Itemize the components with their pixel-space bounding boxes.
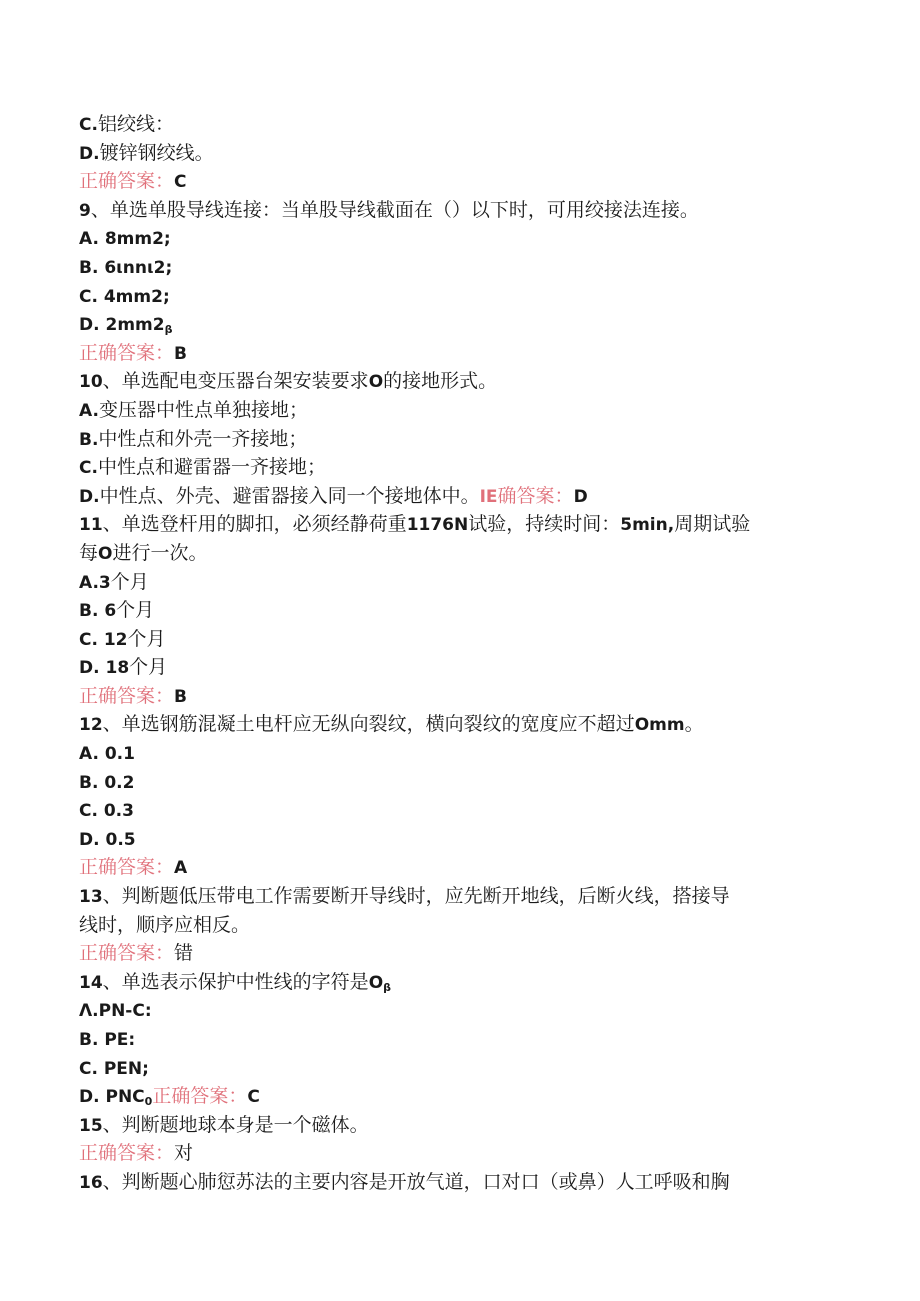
question-text: 的接地形式。	[383, 370, 498, 393]
answer-value: 对	[174, 1142, 194, 1165]
question-text: 。	[684, 713, 704, 736]
option-line	[79, 453, 839, 482]
question-line	[79, 1168, 839, 1197]
option-line	[79, 253, 839, 282]
option-label: C.	[79, 115, 98, 135]
question-text: 、判断题心肺愆苏法的主要内容是开放气道，口对口（或鼻）人工呼吸和胸	[102, 1170, 730, 1193]
option-line	[79, 625, 839, 654]
question-list	[79, 110, 839, 1197]
subscript-mark: β	[383, 980, 392, 994]
question-number: 9	[79, 200, 91, 221]
answer-value: C	[174, 172, 187, 193]
option-line	[79, 310, 839, 339]
option-text: 中性点和外壳一齐接地；	[98, 427, 308, 450]
option-text: 中性点、外壳、避雷器接入同一个接地体中。	[99, 484, 480, 507]
answer-line	[79, 939, 839, 968]
answer-label: 正确答案：	[79, 942, 175, 965]
option-label: A.3	[79, 572, 111, 593]
answer-prefix: IE	[479, 486, 498, 507]
option-label: A.	[79, 400, 99, 421]
option-label: A. 8mm2;	[79, 229, 171, 250]
question-blank: O	[98, 543, 113, 564]
question-number: 15	[79, 1115, 103, 1136]
question-value: 5min,	[620, 515, 675, 536]
option-text: 变压器中性点单独接地；	[98, 398, 308, 421]
option-line	[79, 996, 839, 1025]
answer-label: 正确答案：	[79, 170, 175, 193]
answer-label: 正确答案：	[152, 1085, 248, 1108]
question-line	[79, 510, 839, 539]
answer-label: 正确答案：	[79, 684, 175, 707]
option-label: D. 0.5	[79, 829, 136, 850]
option-label: B.	[79, 429, 99, 450]
option-text: 个月	[110, 570, 149, 593]
question-line	[79, 882, 839, 911]
answer-line	[79, 167, 839, 196]
option-text: 镀锌钢绞线。	[99, 141, 214, 164]
option-label: D. 2mm2	[79, 315, 165, 336]
option-line	[79, 282, 839, 311]
question-number: 12	[79, 715, 103, 736]
answer-value: 错	[174, 942, 194, 965]
option-line	[79, 653, 839, 682]
answer-line	[79, 853, 839, 882]
option-label: C. PEN;	[79, 1058, 149, 1079]
option-label: B. 6	[79, 601, 117, 622]
answer-line	[79, 682, 839, 711]
question-text: 每	[79, 541, 99, 564]
option-line	[79, 768, 839, 797]
question-value: 1176N	[406, 515, 469, 536]
option-line	[79, 739, 839, 768]
option-line	[79, 139, 839, 168]
question-text: 、判断题低压带电工作需要断开导线时，应先断开地线，后断火线，搭接导	[102, 885, 730, 908]
answer-value: B	[174, 686, 187, 707]
option-text: 个月	[116, 599, 155, 622]
question-line-continued	[79, 539, 839, 568]
question-number: 11	[79, 515, 103, 536]
option-label: B. PE:	[79, 1030, 136, 1050]
option-text: 中性点和避雷器一齐接地；	[97, 456, 326, 479]
question-line	[79, 710, 839, 739]
option-text: 铝绞线：	[97, 113, 174, 135]
question-blank: Omm	[634, 715, 685, 736]
option-line	[79, 1082, 839, 1111]
question-number: 14	[79, 972, 103, 993]
option-line	[79, 796, 839, 825]
option-label: D.	[79, 486, 100, 507]
subscript-mark: 0	[144, 1095, 153, 1109]
question-blank: O	[368, 372, 384, 393]
question-text: 线时，顺序应相反。	[79, 913, 251, 936]
option-line	[79, 596, 839, 625]
question-line-continued	[79, 911, 839, 940]
question-text: 、单选表示保护中性线的字符是	[102, 970, 369, 993]
answer-label: 确答案：	[497, 484, 574, 507]
option-label: D. 18	[79, 658, 130, 679]
answer-label: 正确答案：	[79, 856, 175, 879]
option-label: Λ.PN-C:	[79, 1001, 152, 1022]
question-number: 10	[79, 372, 103, 393]
option-line	[79, 396, 839, 425]
option-label: C. 4mm2;	[79, 286, 170, 307]
question-text: 、单选登杆用的脚扣，必须经静荷重	[102, 513, 407, 536]
answer-value: A	[174, 858, 188, 879]
question-text: 周期试验	[674, 513, 751, 536]
question-line	[79, 1111, 839, 1140]
question-number: 13	[79, 887, 103, 908]
option-label: D.	[79, 143, 100, 164]
option-line	[79, 825, 839, 854]
option-text: 个月	[127, 627, 166, 650]
answer-label: 正确答案：	[79, 1142, 175, 1165]
option-line	[79, 110, 839, 139]
option-text: 个月	[129, 656, 168, 679]
question-text: 、单选单股导线连接：当单股导线截面在（）以下时，可用绞接法连接。	[90, 198, 699, 221]
question-number: 16	[79, 1172, 103, 1193]
option-line	[79, 1025, 839, 1054]
answer-value: B	[174, 343, 187, 364]
option-line	[79, 482, 839, 511]
answer-line	[79, 339, 839, 368]
answer-value: D	[573, 486, 588, 507]
subscript-mark: β	[164, 323, 173, 337]
question-text: 、单选配电变压器台架安装要求	[102, 370, 369, 393]
answer-label: 正确答案：	[79, 341, 175, 364]
question-text: 、判断题地球本身是一个磁体。	[102, 1113, 369, 1136]
option-label: C.	[79, 458, 98, 479]
option-label: B. 0.2	[79, 772, 135, 793]
option-line	[79, 224, 839, 253]
option-line	[79, 568, 839, 597]
option-label: A. 0.1	[79, 744, 135, 765]
option-line	[79, 425, 839, 454]
question-text: 、单选钢筋混凝土电杆应无纵向裂纹，横向裂纹的宽度应不超过	[102, 713, 635, 736]
option-label: C. 0.3	[79, 801, 134, 822]
question-blank: O	[368, 972, 384, 993]
question-text: 进行一次。	[112, 541, 208, 564]
option-label: B. 6ιnnι2;	[79, 257, 173, 278]
question-line	[79, 968, 839, 997]
option-line	[79, 1054, 839, 1083]
question-line	[79, 196, 839, 225]
answer-value: C	[247, 1087, 260, 1108]
option-label: C. 12	[79, 629, 128, 650]
option-label: D. PNC	[79, 1087, 145, 1108]
question-text: 试验，持续时间：	[468, 513, 621, 536]
answer-line	[79, 1139, 839, 1168]
question-line	[79, 367, 839, 396]
